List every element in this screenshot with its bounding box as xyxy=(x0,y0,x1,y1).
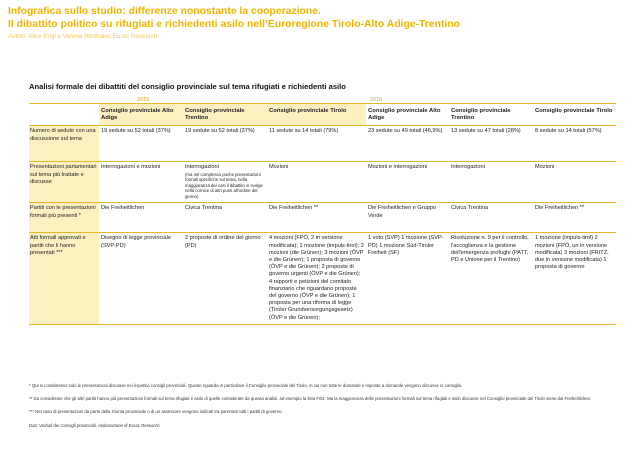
table-cell: Mozioni xyxy=(267,162,366,203)
header-row xyxy=(29,104,616,126)
table-cell: 4 mozioni (FPÖ, 2 in versione modificata); 1 mozione (impuls-tirol); 2 mozioni (die Grünen); 3 mozioni (ÖVP e die Grünen); 1 proposta di governo (ÖVP e die Grünen); 2 proposte di governo urgenti (ÖVP e die Grünen); 4 rapporti e petizioni del comitato finanziario che riguardano proposte del governo (ÖVP e die Grünen); 1 proposta per una riforma di legge (Tiroler Grundversorgungsgesetz) (ÖVP e die Grünen); xyxy=(267,233,366,324)
table-cell: 1 mozione (impuls-tirol) 2 mozioni (FPÖ, un in versione modificata) 3 mozioni (FRITZ, due in versione modificata) 1 proposta di governo xyxy=(533,233,616,324)
authors: Autrici: Alice Engl e Verena Wisthaler, Eurac Research xyxy=(8,33,158,40)
corner-cell xyxy=(29,104,99,126)
table-row xyxy=(29,162,616,203)
footnote-1: * Qui si considerano solo le presentazioni discusse nei rispettivi consigli provinciali. Questo riguarda in particolare il Consiglio provinciale del Tirolo, in cui non tutte le domande e risposte a domande vengono discusse in consiglio. xyxy=(29,383,463,388)
table-cell: Interrogazioni xyxy=(449,162,533,203)
row-label: Presentazioni parlamentari sul tema più trattate e discusse xyxy=(29,162,99,203)
col-header: Consiglio provinciale Alto Adige xyxy=(366,104,449,126)
table-cell: Die Freiheitlichen e Gruppo Verde xyxy=(366,203,449,233)
header xyxy=(8,5,628,41)
table-cell-text: Interrogazioni xyxy=(185,164,219,171)
source-note: Dati: Verbali dei Consigli provinciali, elaborazione di Eurac Research. xyxy=(29,423,161,428)
table-row xyxy=(29,126,616,162)
table-cell: Die Freiheitlichen ** xyxy=(533,203,616,233)
col-header: Consiglio provinciale Tirolo xyxy=(267,104,366,126)
table-cell: Civica Trentina xyxy=(183,203,267,233)
table-cell: Disegno di legge provinciale (SVP-PD) xyxy=(99,233,183,324)
table-cell: Mozioni e interrogazioni xyxy=(366,162,449,203)
analysis-title: Analisi formale dei dibattiti del consiglio provinciale sul tema rifugiati e richiedenti asilo xyxy=(29,82,346,91)
table-cell: Risoluzione n. 9 per il controllo, l'accoglienza e la gestione dell'emergenza profughi (PATT, PD e Unione per il Trentino) xyxy=(449,233,533,324)
table-row xyxy=(29,203,616,233)
col-header: Consiglio provinciale Alto Adige xyxy=(99,104,183,126)
col-header: Consiglio provinciale Trentino xyxy=(183,104,267,126)
table-cell: Die Freiheitlichen ** xyxy=(267,203,366,233)
title-line-2: Il dibattito politico su rifugiati e richiedenti asilo nell’Euroregione Tirolo-Alto Adige-Trentino xyxy=(8,19,461,30)
table-cell: 19 sedute su 52 totali (37%) xyxy=(99,126,183,162)
table-cell: Interrogazioni e mozioni xyxy=(99,162,183,203)
col-header: Consiglio provinciale Tirolo xyxy=(533,104,616,126)
table-cell: 11 sedute su 14 totali (79%) xyxy=(267,126,366,162)
table-cell: 13 sedute su 47 totali (28%) xyxy=(449,126,533,162)
table-cell-note: (ma nel complesso poche presentazioni formali specifiche sul tema, nella maggioranza dei casi il dibattito si svolge nella cornice di altri punti all'ordine del giorno) xyxy=(185,171,263,199)
footnote-3: *** Nel caso di presentazioni da parte della Giunta provinciale o di un assessore vengono indicati tra parentesi tutti i partiti di governo. xyxy=(29,409,283,414)
table-cell: 19 sedute su 52 totali (37%) xyxy=(183,126,267,162)
year-2015: 2015 xyxy=(137,97,150,103)
table-cell: Die Freiheitlichen xyxy=(99,203,183,233)
table-cell: 2 proposte di ordine del giorno (PD) xyxy=(183,233,267,324)
title-line-1: Infografica sullo studio: differenze nonostante la cooperazione. xyxy=(8,6,321,17)
table-cell xyxy=(183,162,267,203)
col-header: Consiglio provinciale Trentino xyxy=(449,104,533,126)
row-label: Partiti con le presentazioni formali più presenti * xyxy=(29,203,99,233)
table-row xyxy=(29,233,616,324)
row-label: Numero di sedute con una discussione sul tema xyxy=(29,126,99,162)
year-2016: 2016 xyxy=(370,97,383,103)
row-label: Atti formali approvati e partiti che li hanno presentati *** xyxy=(29,233,99,324)
table-cell: Mozioni xyxy=(533,162,616,203)
table-cell: Civica Trentina xyxy=(449,203,533,233)
analysis-table xyxy=(29,103,616,325)
table-cell: 1 voto (SVP) 1 mozione (SVP-PD) 1 mozione Süd-Tiroler Freiheit (SF) xyxy=(366,233,449,324)
table-cell: 23 sedute su 49 totali (46,9%) xyxy=(366,126,449,162)
table-cell: 8 sedute su 14 totali (57%) xyxy=(533,126,616,162)
footnote-2: ** Da considerare che gli altri partiti hanno più presentazioni formali sul tema rifugiati e asilo di quelle considerate da questa analisi, ad esempio la lista Fritz. Ma la maggioranza delle presentazioni formali sul tema rifugiati e asilo discusse nel Consiglio provinciale del Tirolo viene dai Freiheitlichen. xyxy=(29,396,592,401)
